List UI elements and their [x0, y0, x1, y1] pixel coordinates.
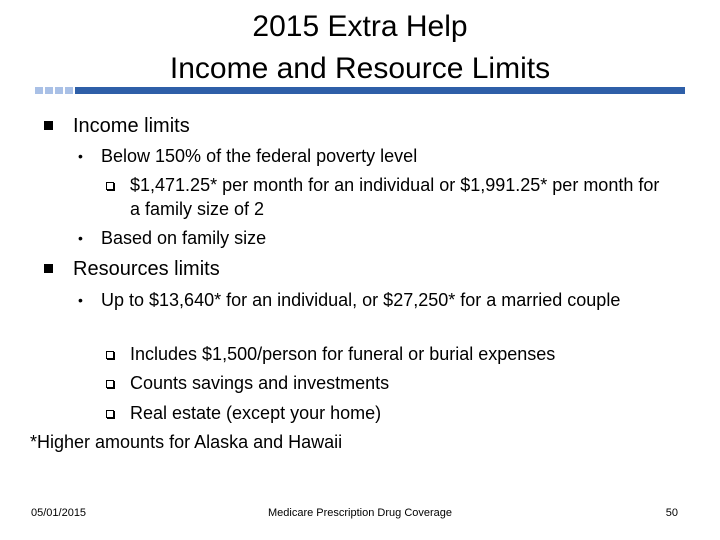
- round-bullet-icon: •: [78, 148, 83, 164]
- checkbox-bullet-icon: [106, 410, 114, 418]
- footer-date: 05/01/2015: [31, 507, 87, 519]
- underline-segment: [45, 87, 53, 94]
- checkbox-bullet-icon: [106, 351, 114, 359]
- sub-list-item-text: Includes $1,500/person for funeral or burial expenses: [130, 344, 556, 364]
- slide-title-line2: Income and Resource Limits: [169, 52, 551, 85]
- footer-title: Medicare Prescription Drug Coverage: [267, 507, 453, 519]
- checkbox-bullet-icon: [106, 182, 114, 190]
- underline-segment: [65, 87, 73, 94]
- sub-list-item-text: Real estate (except your home): [130, 403, 382, 423]
- underline-main: [75, 87, 685, 94]
- square-bullet-icon: [44, 264, 53, 273]
- square-bullet-icon: [44, 121, 53, 130]
- checkbox-bullet-icon: [106, 380, 114, 388]
- list-item-text: Based on family size: [101, 228, 267, 248]
- underline-segment: [55, 87, 63, 94]
- round-bullet-icon: •: [78, 230, 83, 246]
- underline-segment: [35, 87, 43, 94]
- round-bullet-icon: •: [78, 292, 83, 308]
- page-number: 50: [665, 507, 678, 519]
- list-item-text: Below 150% of the federal poverty level: [101, 146, 418, 166]
- slide-title-line1: 2015 Extra Help: [252, 10, 468, 43]
- title-underline-bar: [35, 87, 685, 94]
- list-item-text: Up to $13,640* for an individual, or $27,250* for a married couple: [101, 290, 621, 310]
- section-heading-text: Resources limits: [73, 258, 220, 280]
- slide-title: [0, 6, 720, 90]
- section-heading-text: Income limits: [73, 115, 190, 137]
- sub-list-item-text: Counts savings and investments: [130, 373, 390, 393]
- footnote: *Higher amounts for Alaska and Hawaii: [30, 432, 343, 452]
- sub-list-item-text: $1,471.25* per month for an individual or $1,991.25* per month for a family size of 2: [130, 175, 660, 219]
